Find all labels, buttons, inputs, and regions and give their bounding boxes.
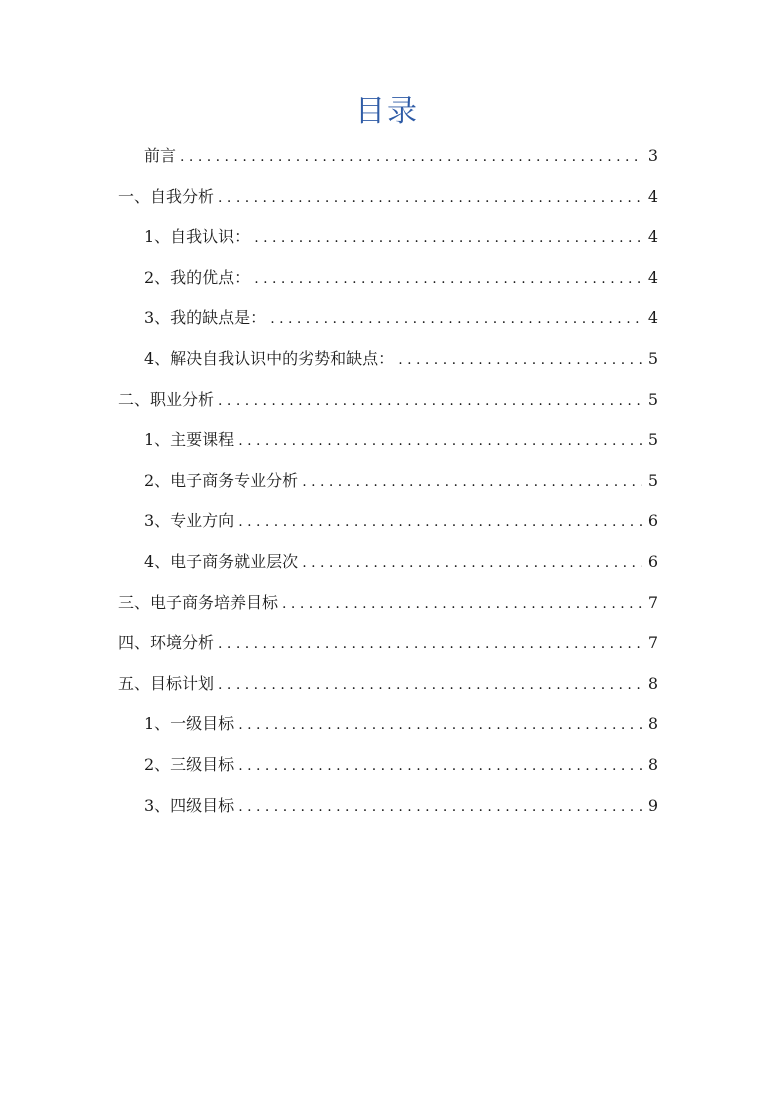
dot-leader [282,590,642,618]
toc-entry-page: 6 [647,551,658,571]
toc-entry[interactable] [118,467,658,508]
dot-leader [270,305,642,333]
toc-entry-label: 一、自我分析 [118,186,215,206]
dot-leader [238,427,642,455]
toc-entry-label: 3、我的缺点是： [144,308,267,328]
toc-entry-page: 4 [647,308,658,328]
toc-entry-page: 5 [647,348,658,368]
toc-entry[interactable] [118,183,658,224]
toc-entry-page: 4 [647,227,658,247]
toc-entry-label: 1、一级目标 [144,714,235,734]
dot-leader [218,671,642,699]
toc-entry[interactable] [118,792,658,833]
toc-entry-page: 8 [647,673,658,693]
dot-leader [398,346,642,374]
toc-entry-page: 6 [647,511,658,531]
dot-leader [180,143,642,171]
dot-leader [238,793,642,821]
toc-entry-label: 三、电子商务培养目标 [118,592,279,612]
toc-title: 目录 [355,94,419,129]
toc-entry-label: 2、三级目标 [144,754,235,774]
toc-entry-page: 5 [647,430,658,450]
toc-entry[interactable] [118,710,658,751]
dot-leader [238,508,642,536]
toc-entry-label: 4、解决自我认识中的劣势和缺点： [144,348,395,368]
toc-entry[interactable] [118,264,658,305]
toc-entry[interactable] [118,670,658,711]
toc-entry-page: 8 [647,754,658,774]
toc-entry-label: 4、电子商务就业层次 [144,551,299,571]
dot-leader [218,630,642,658]
dot-leader [238,752,642,780]
toc-entry[interactable] [118,345,658,386]
toc-list [118,142,658,832]
toc-entry[interactable] [118,751,658,792]
toc-entry-label: 二、职业分析 [118,389,215,409]
toc-entry[interactable] [118,426,658,467]
toc-entry-label: 3、专业方向 [144,511,235,531]
toc-entry-label: 2、电子商务专业分析 [144,470,299,490]
dot-leader [218,184,642,212]
toc-entry-label: 1、自我认识： [144,227,251,247]
dot-leader [302,468,642,496]
toc-entry-label: 3、四级目标 [144,795,235,815]
toc-entry-label: 前言 [144,146,177,165]
toc-entry-label: 1、主要课程 [144,430,235,450]
dot-leader [302,549,642,577]
toc-entry-page: 7 [647,633,658,653]
toc-entry-page: 5 [647,470,658,490]
toc-entry-page: 7 [647,592,658,612]
toc-entry[interactable] [118,629,658,670]
toc-entry[interactable] [118,304,658,345]
toc-entry-page: 4 [647,267,658,287]
toc-entry-page: 5 [647,389,658,409]
toc-entry[interactable] [118,507,658,548]
toc-entry-label: 四、环境分析 [118,633,215,653]
toc-entry[interactable] [118,386,658,427]
toc-entry[interactable] [118,589,658,630]
dot-leader [218,387,642,415]
toc-entry-page: 8 [647,714,658,734]
toc-entry-page: 9 [647,795,658,815]
dot-leader [238,711,642,739]
dot-leader [254,224,642,252]
dot-leader [254,265,642,293]
toc-entry[interactable] [118,223,658,264]
toc-entry-page: 3 [647,146,658,165]
toc-entry-label: 2、我的优点： [144,267,251,287]
toc-entry[interactable] [118,548,658,589]
toc-entry-page: 4 [647,186,658,206]
toc-entry-label: 五、目标计划 [118,673,215,693]
toc-entry[interactable] [118,142,658,183]
